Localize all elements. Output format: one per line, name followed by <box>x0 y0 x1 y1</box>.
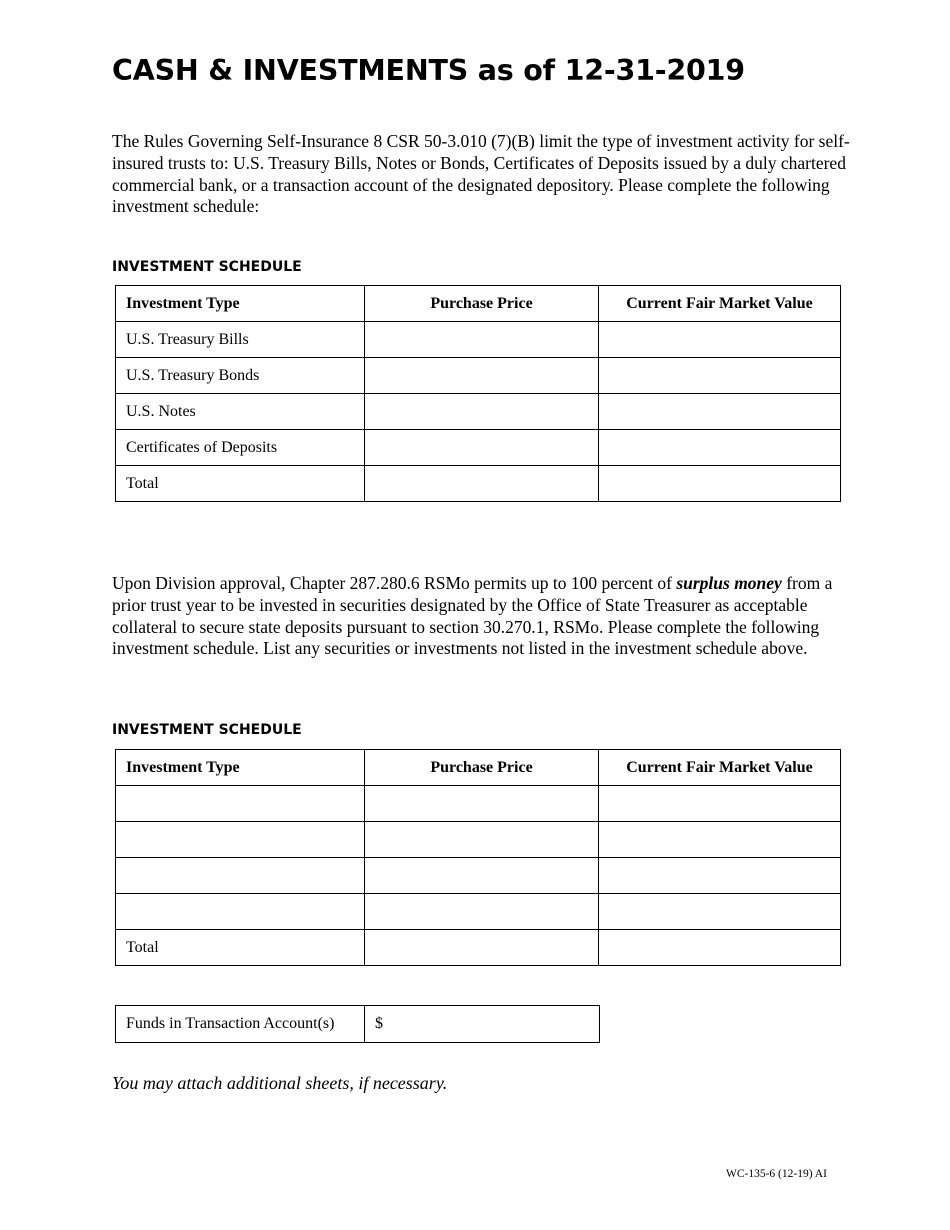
table-row <box>116 358 841 394</box>
purchase-price-field[interactable] <box>365 822 599 858</box>
investment-type-field[interactable] <box>116 786 365 822</box>
table-row <box>116 430 841 466</box>
table-header-row <box>116 286 841 322</box>
purchase-price-field[interactable] <box>365 394 599 430</box>
total-label: Total <box>116 930 365 966</box>
table-row <box>116 822 841 858</box>
total-fair-market-value-field[interactable] <box>599 930 841 966</box>
investment-type-cell: U.S. Treasury Bonds <box>116 358 365 394</box>
table-header-row <box>116 750 841 786</box>
purchase-price-field[interactable] <box>365 858 599 894</box>
fair-market-value-field[interactable] <box>599 322 841 358</box>
purchase-price-field[interactable] <box>365 322 599 358</box>
total-row <box>116 466 841 502</box>
investment-type-cell: U.S. Notes <box>116 394 365 430</box>
column-header-fair-market-value: Current Fair Market Value <box>599 286 841 322</box>
investment-type-field[interactable] <box>116 858 365 894</box>
currency-symbol: $ <box>375 1015 383 1032</box>
fair-market-value-field[interactable] <box>599 394 841 430</box>
surplus-paragraph <box>112 573 852 660</box>
total-fair-market-value-field[interactable] <box>599 466 841 502</box>
total-purchase-price-field[interactable] <box>365 466 599 502</box>
table-row <box>116 858 841 894</box>
column-header-purchase-price: Purchase Price <box>365 750 599 786</box>
intro-paragraph: The Rules Governing Self-Insurance 8 CSR 50-3.010 (7)(B) limit the type of investment activity for self-insured trusts to: U.S. Treasury Bills, Notes or Bonds, Certificates of Deposits issued by a duly chartered commercial bank, or a transaction account of the designated depository. Please complete the following investment schedule: <box>112 131 850 217</box>
transaction-account-amount-field[interactable] <box>365 1006 600 1043</box>
table-row <box>116 394 841 430</box>
investment-type-cell: Certificates of Deposits <box>116 430 365 466</box>
table-row <box>116 894 841 930</box>
attachment-note: You may attach additional sheets, if necessary. <box>112 1073 448 1093</box>
table-row <box>116 786 841 822</box>
transaction-account-table <box>115 1005 600 1043</box>
column-header-investment-type: Investment Type <box>116 750 365 786</box>
page-title: CASH & INVESTMENTS as of 12-31-2019 <box>112 54 745 87</box>
total-label: Total <box>116 466 365 502</box>
fair-market-value-field[interactable] <box>599 894 841 930</box>
column-header-investment-type: Investment Type <box>116 286 365 322</box>
column-header-purchase-price: Purchase Price <box>365 286 599 322</box>
fair-market-value-field[interactable] <box>599 858 841 894</box>
investment-type-cell: U.S. Treasury Bills <box>116 322 365 358</box>
fair-market-value-field[interactable] <box>599 822 841 858</box>
schedule-1-heading: INVESTMENT SCHEDULE <box>112 259 302 275</box>
fair-market-value-field[interactable] <box>599 358 841 394</box>
surplus-money-emphasis: surplus money <box>676 573 782 593</box>
table-row <box>116 322 841 358</box>
purchase-price-field[interactable] <box>365 430 599 466</box>
total-row <box>116 930 841 966</box>
purchase-price-field[interactable] <box>365 894 599 930</box>
form-number: WC-135-6 (12-19) AI <box>726 1168 827 1180</box>
transaction-account-row <box>116 1006 600 1043</box>
investment-schedule-2-table <box>115 749 841 966</box>
total-purchase-price-field[interactable] <box>365 930 599 966</box>
fair-market-value-field[interactable] <box>599 430 841 466</box>
schedule-2-heading: INVESTMENT SCHEDULE <box>112 722 302 738</box>
fair-market-value-field[interactable] <box>599 786 841 822</box>
surplus-paragraph-text-end: from a prior trust year to be invested in securities designated by the Office of State Treasurer as acceptable collateral to secure state deposits pursuant to section 30.270.1, RSMo. Please complete the following investment schedule. List any securities or investments not listed in the investment schedule above. <box>112 573 833 659</box>
investment-schedule-1-table <box>115 285 841 502</box>
surplus-paragraph-text-start: Upon Division approval, Chapter 287.280.6 RSMo permits up to 100 percent of <box>112 573 677 593</box>
column-header-fair-market-value: Current Fair Market Value <box>599 750 841 786</box>
transaction-account-label: Funds in Transaction Account(s) <box>116 1006 365 1043</box>
purchase-price-field[interactable] <box>365 358 599 394</box>
purchase-price-field[interactable] <box>365 786 599 822</box>
investment-type-field[interactable] <box>116 894 365 930</box>
investment-type-field[interactable] <box>116 822 365 858</box>
